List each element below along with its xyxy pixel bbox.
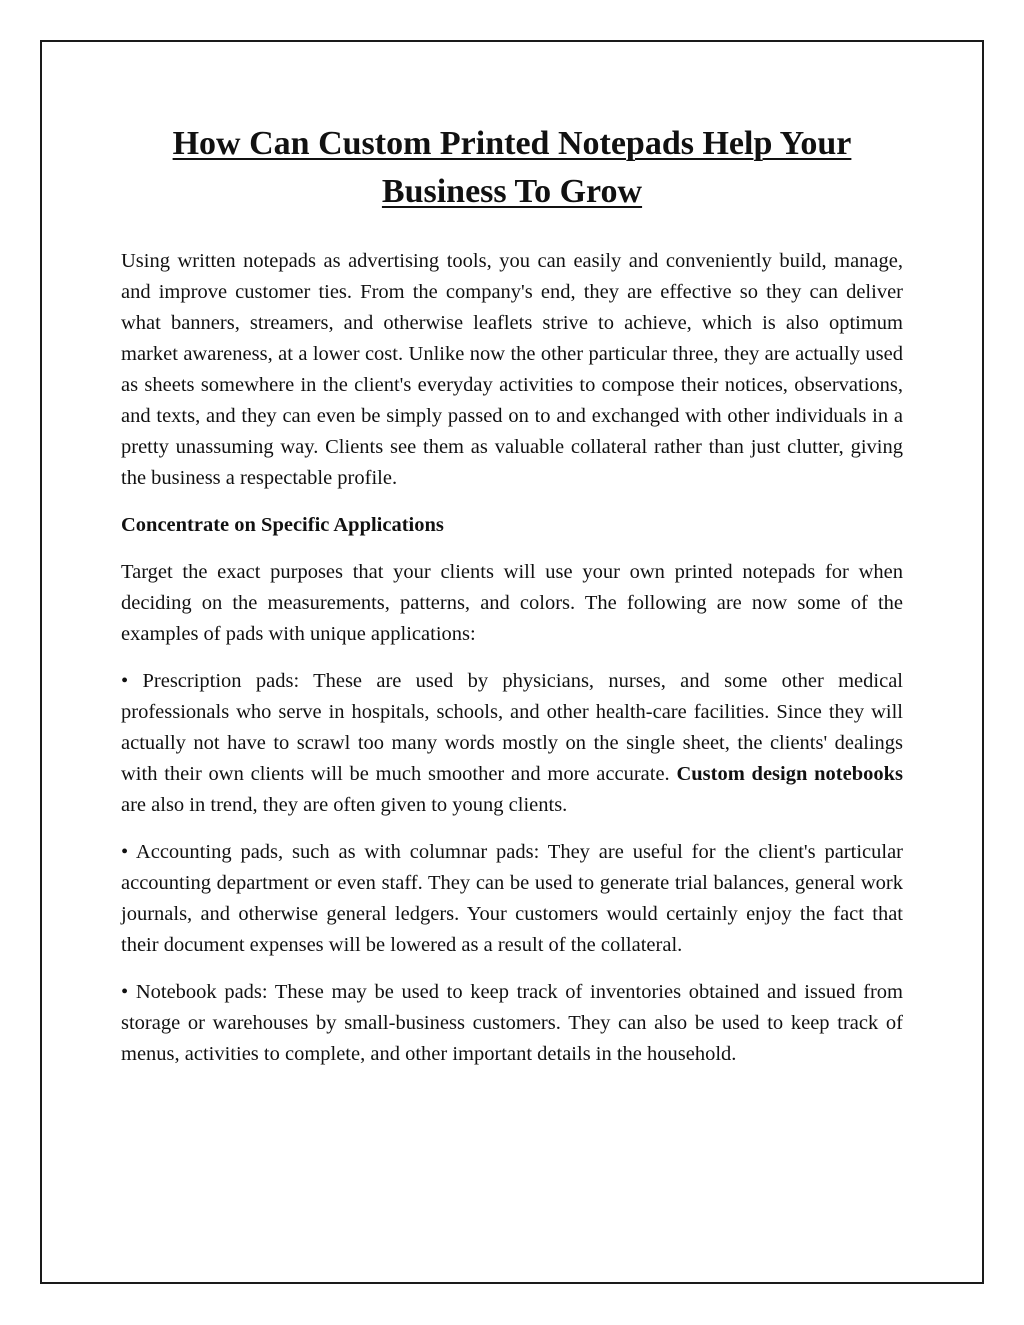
document-body bbox=[121, 120, 903, 1086]
document-title bbox=[121, 120, 903, 216]
bullet-prescription-pads bbox=[121, 666, 903, 821]
intro-paragraph: Using written notepads as advertising tools, you can easily and conveniently build, manage, and improve customer ties. From the company's end, they are effective so they can deliver what banners, streamers, and otherwise leaflets strive to achieve, which is also optimum market awareness, at a lower cost. Unlike now the other particular three, they are actually used as sheets somewhere in the client's everyday activities to compose their notices, observations, and texts, and they can even be simply passed on to and exchanged with other individuals in a pretty unassuming way. Clients see them as valuable collateral rather than just clutter, giving the business a respectable profile. bbox=[121, 250, 903, 489]
bullet-prescription-text-start: • Prescription pads: These are used by physicians, nurses, and some other medical professionals who serve in hospitals, schools, and other health-care facilities. Since they will actually not have to scrawl too many words mostly on the single sheet, the clients' dealings with their own clients will be much smoother and more accurate. bbox=[121, 670, 903, 785]
bullet-notebook-pads: • Notebook pads: These may be used to keep track of inventories obtained and issued from storage or warehouses by small-business customers. They can also be used to keep track of menus, activities to complete, and other important details in the household. bbox=[121, 981, 903, 1065]
bullet-accounting-pads: • Accounting pads, such as with columnar pads: They are useful for the client's particular accounting department or even staff. They can be used to generate trial balances, general work journals, and otherwise general ledgers. Your customers would certainly enjoy the fact that their document expenses will be lowered as a result of the collateral. bbox=[121, 841, 903, 956]
section-intro-paragraph: Target the exact purposes that your clients will use your own printed notepads for when deciding on the measurements, patterns, and colors. The following are now some of the examples of pads with unique applications: bbox=[121, 561, 903, 645]
title-line-1: How Can Custom Printed Notepads Help Your bbox=[172, 125, 852, 162]
section-heading: Concentrate on Specific Applications bbox=[121, 514, 444, 536]
custom-design-notebooks-keyword: Custom design notebooks bbox=[676, 763, 903, 785]
bullet-prescription-text-end: are also in trend, they are often given to young clients. bbox=[121, 794, 568, 816]
title-line-2: Business To Grow bbox=[381, 173, 643, 210]
